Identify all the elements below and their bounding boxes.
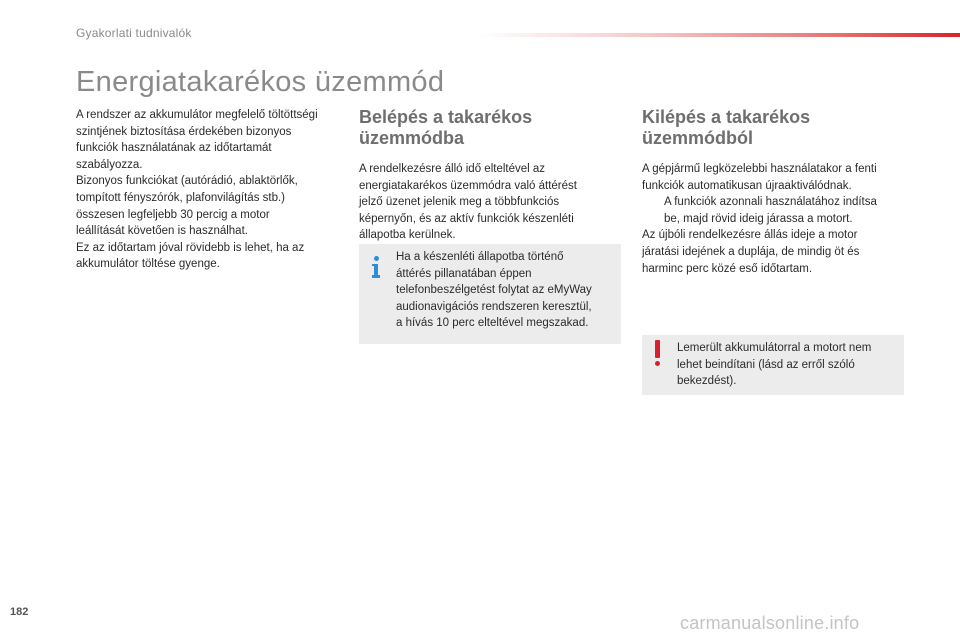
info-note xyxy=(359,244,621,344)
intro-line: leállítását követően is használhat. xyxy=(76,225,248,238)
watermark: carmanualsonline.info xyxy=(680,613,860,633)
header-accent-line xyxy=(480,33,960,37)
intro-line: tompított fényszórók, plafonvilágítás stb.) xyxy=(76,191,286,204)
entering-heading-line: Belépés a takarékos xyxy=(359,107,533,127)
info-note-line: audionavigációs rendszeren keresztül, xyxy=(396,300,592,313)
page-title: Energiatakarékos üzemmód xyxy=(76,66,445,98)
exiting-bullet-line: be, majd rövid ideig járassa a motort. xyxy=(664,212,853,225)
warning-note-line: bekezdést). xyxy=(677,375,737,388)
warning-note-text xyxy=(677,340,894,390)
exiting-heading-line: Kilépés a takarékos xyxy=(642,107,811,127)
info-note-line: Ha a készenléti állapotba történő xyxy=(396,251,564,263)
exiting-line: A gépjármű legközelebbi használatakor a fenti xyxy=(642,163,877,175)
exclamation-icon xyxy=(655,340,661,366)
entering-line: A rendelkezésre álló idő elteltével az xyxy=(359,163,546,175)
entering-line: energiatakarékos üzemmódra való áttérést xyxy=(359,179,577,192)
exiting-bullet xyxy=(642,194,904,227)
warning-note xyxy=(642,335,904,395)
exiting-heading xyxy=(642,107,904,149)
intro-line: akkumulátor töltése gyenge. xyxy=(76,258,220,271)
info-icon xyxy=(372,256,380,278)
info-note-line: áttérés pillanatában éppen xyxy=(396,267,532,280)
intro-line: szintjének biztosítása érdekében bizonyos xyxy=(76,125,292,138)
exiting-line: Az újbóli rendelkezésre állás ideje a motor xyxy=(642,229,858,242)
exiting-line: funkciók automatikusan újraaktiválódnak. xyxy=(642,179,852,192)
entering-line: jelző üzenet jelenik meg a többfunkciós xyxy=(359,196,560,209)
entering-heading xyxy=(359,107,621,149)
intro-line: Ez az időtartam jóval rövidebb is lehet, ha az xyxy=(76,241,305,254)
info-note-line: a hívás 10 perc elteltével megszakad. xyxy=(396,317,589,330)
entering-line: képernyőn, és az aktív funkciók készenléti xyxy=(359,212,574,225)
exiting-column xyxy=(642,107,904,277)
entering-heading-line: üzemmódba xyxy=(359,128,465,148)
intro-line: szabályozza. xyxy=(76,158,143,171)
exiting-line: járatási idejének a duplája, de mindig öt és xyxy=(642,245,860,258)
info-note-line: telefonbeszélgetést folytat az eMyWay xyxy=(396,284,592,297)
intro-line: Bizonyos funkciókat (autórádió, ablaktörlők, xyxy=(76,175,298,188)
entering-line: állapotba kerülnek. xyxy=(359,229,456,242)
entering-column xyxy=(359,107,621,244)
intro-line: A rendszer az akkumulátor megfelelő töltöttségi xyxy=(76,109,318,121)
info-note-text xyxy=(396,249,611,332)
section-label: Gyakorlati tudnivalók xyxy=(76,26,192,40)
warning-note-line: lehet beindítani (lásd az erről szóló xyxy=(677,358,855,371)
intro-column xyxy=(76,107,344,273)
intro-line: összesen legfeljebb 30 percig a motor xyxy=(76,208,270,221)
exiting-heading-line: üzemmódból xyxy=(642,128,753,148)
exiting-bullet-line: A funkciók azonnali használatához indítsa xyxy=(664,196,877,209)
exiting-line: harminc perc közé eső időtartam. xyxy=(642,262,813,275)
warning-note-line: Lemerült akkumulátorral a motort nem xyxy=(677,342,872,354)
bullet-mark-icon xyxy=(642,194,664,227)
page-number: 182 xyxy=(10,606,29,618)
intro-line: funkciók használatának az időtartamát xyxy=(76,142,272,155)
